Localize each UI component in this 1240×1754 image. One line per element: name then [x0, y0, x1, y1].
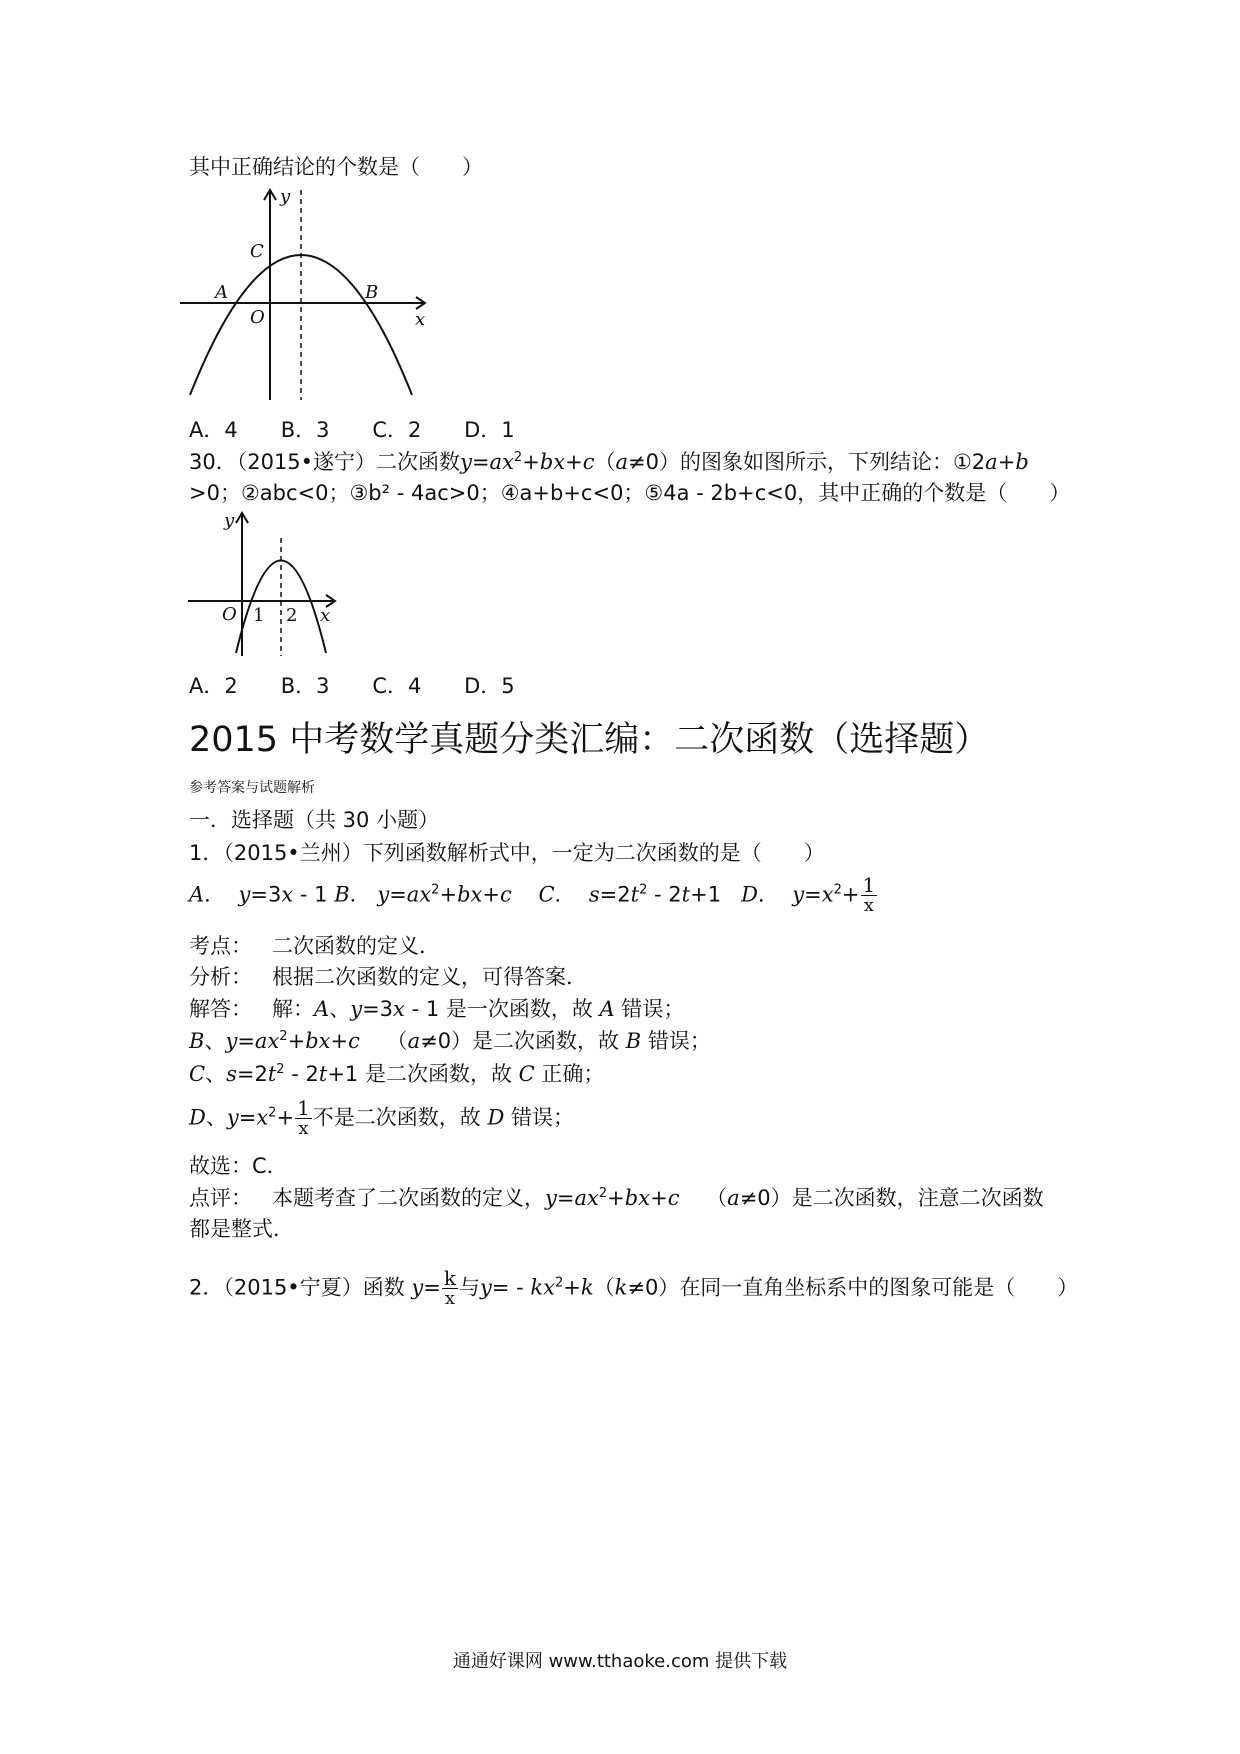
q29-option-b: B．3: [280, 418, 330, 442]
subtitle: 参考答案与试题解析: [189, 780, 315, 796]
q29-option-a: A．4: [189, 418, 238, 442]
q30-options: [189, 672, 528, 700]
q1-fenxi: 分析： 根据二次函数的定义，可得答案．: [189, 965, 588, 989]
q30-y-label: y: [224, 510, 235, 531]
q29-point-a: A: [215, 282, 228, 303]
q2-stem-head: 2．（2015•宁夏）函数: [189, 1275, 405, 1300]
q29-option-d: D．1: [464, 418, 515, 442]
jieda-label: 解答：: [189, 997, 252, 1021]
q29-parabola-graph: [180, 185, 440, 405]
q1-jieda-line3: C、$s=2t^2 - 2t+1$ 是二次函数，故 C 正确；: [189, 1062, 605, 1086]
q1-guxuan: 故选：C．: [189, 1154, 288, 1178]
page-footer: 通通好课网 www.tthaoke.com 提供下载: [452, 1651, 788, 1672]
q30-option-d: D．5: [464, 674, 515, 698]
q30-tick-1: 1: [253, 605, 265, 626]
q2-stem-tail: 在同一直角坐标系中的图象可能是（ ）: [679, 1275, 1079, 1300]
q1-jieda-line4: D、$y=x^2+$ $\frac{1}{x}$ 不是二次函数，故 D 错误；: [189, 1096, 575, 1139]
q29-point-c: C: [250, 241, 264, 262]
q29-stem-tail: 其中正确结论的个数是（ ）: [189, 155, 483, 179]
q30-line1: 30．（2015•遂宁）二次函数$y=ax^2+bx+c(a\ne 0)$的图象如图所示，下列结论：①2a+b: [189, 450, 1029, 474]
q30-origin: O: [222, 604, 237, 625]
q29-option-c: C．2: [372, 418, 422, 442]
kaodian-label: 考点：: [189, 934, 252, 958]
q1-jieda-line1: 解答： 解：A、y=3x - 1 是一次函数，故 A 错误；: [189, 997, 685, 1021]
q29-point-b: B: [365, 282, 379, 303]
q30-parabola-graph: [180, 508, 350, 658]
page-title: 2015 中考数学真题分类汇编：二次函数（选择题）: [189, 720, 990, 760]
q29-options: [189, 416, 528, 444]
q29-x-label: x: [415, 309, 426, 330]
q30-x-label: x: [320, 605, 331, 626]
q30-number: 30．（2015•遂宁）二次函数: [189, 450, 461, 474]
fenxi-label: 分析：: [189, 965, 252, 989]
q30-option-b: B．3: [280, 674, 330, 698]
q30-tick-2: 2: [286, 605, 298, 626]
q2-stem: 2．（2015•宁夏）函数 y= $\frac{k}{x}$ 与$y= - kx^2+k(k\ne 0)$在同一直角坐标系中的图象可能是（ ）: [189, 1266, 1079, 1309]
q29-origin: O: [250, 307, 265, 328]
q1-options: A． y=3x - 1 B． $y=ax^2+bx+c$ C． $s=2t^2 - 2t+1$ D． $y=x^2+$ $\frac{1}{x}$: [189, 873, 876, 916]
section-heading: 一．选择题（共 30 小题）: [189, 808, 440, 832]
q30-option-a: A．2: [189, 674, 238, 698]
q1-dianping-line2: 都是整式．: [189, 1217, 294, 1241]
q1-jieda-line2: B、$y=ax^2+bx+c$ （a≠0）是二次函数，故 B 错误；: [189, 1029, 711, 1053]
q1-dianping-line1: 点评： 本题考查了二次函数的定义，$y=ax^2+bx+c$ （a≠0）是二次函数，注意二次函数: [189, 1186, 1044, 1210]
q29-y-label: y: [280, 186, 291, 207]
q1-kaodian: 考点： 二次函数的定义．: [189, 934, 441, 958]
q30-option-c: C．4: [372, 674, 422, 698]
q30-line1-tail: 的图象如图所示，下列结论：①2: [679, 450, 986, 474]
q30-line2: >0；②abc<0；③b² - 4ac>0；④a+b+c<0；⑤4a - 2b+c<0，其中正确的个数是（ ）: [189, 481, 1071, 505]
dianping-label: 点评：: [189, 1186, 252, 1210]
q1-stem: 1．（2015•兰州）下列函数解析式中，一定为二次函数的是（ ）: [189, 841, 825, 865]
